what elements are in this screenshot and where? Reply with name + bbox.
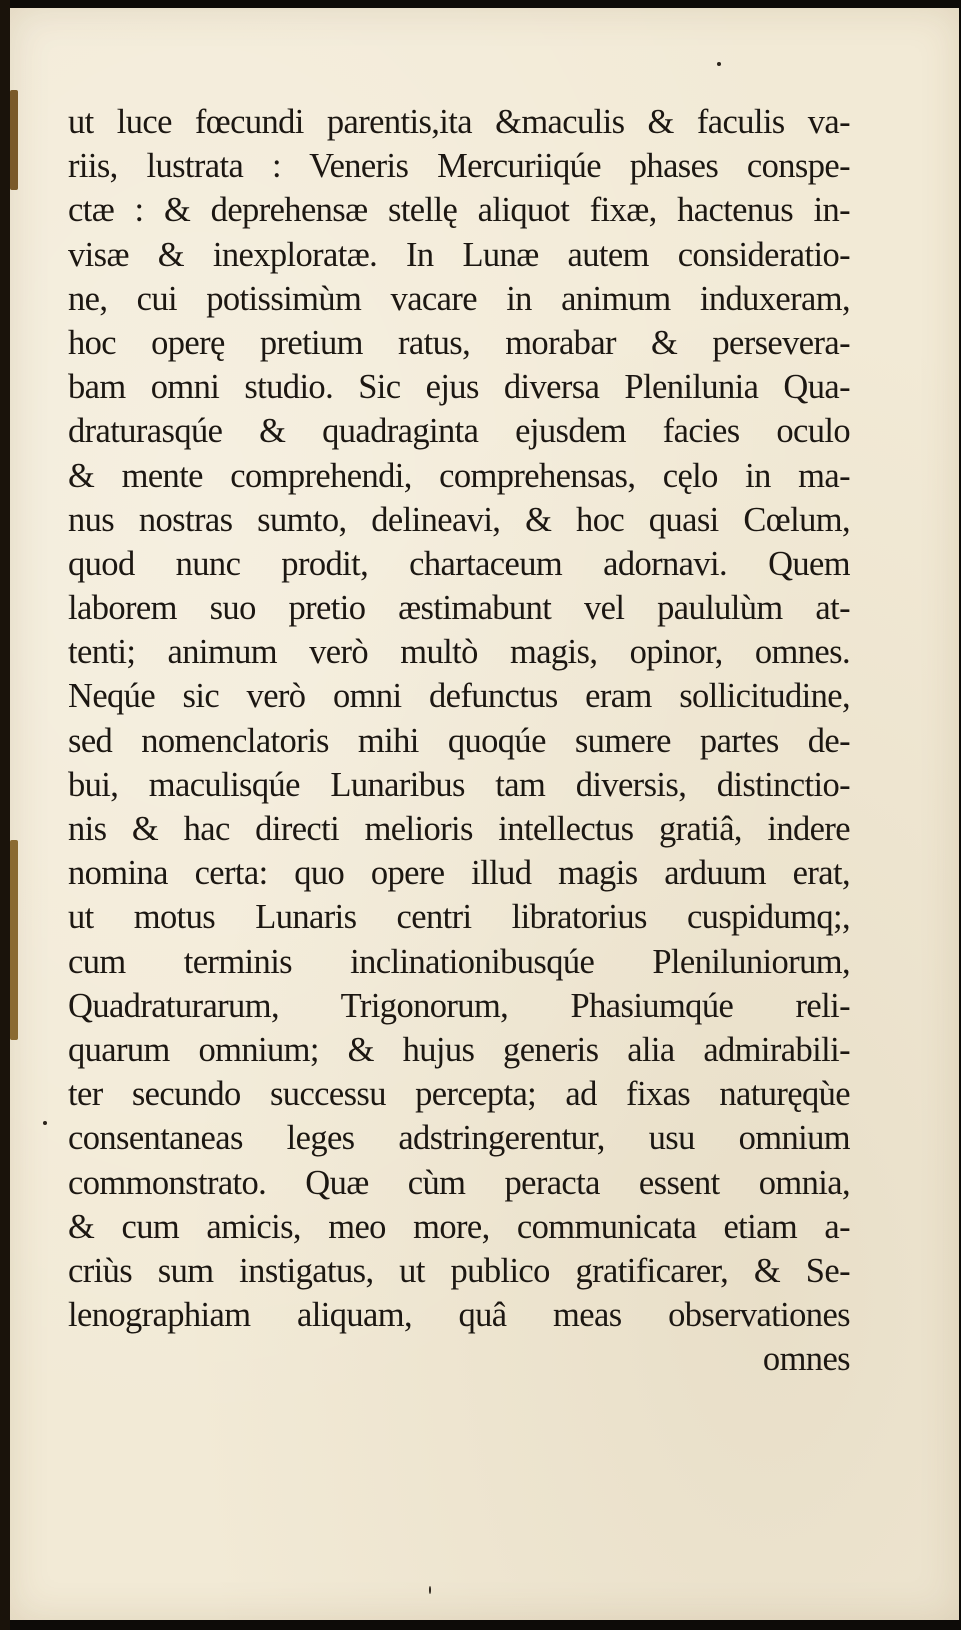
text-line-12: laborem suo pretio æstimabunt vel paululùm at- bbox=[68, 589, 850, 628]
text-line-8: draturasqúe & quadraginta ejusdem facies oculo bbox=[68, 412, 850, 451]
ink-speck bbox=[43, 1121, 47, 1125]
text-line-17: nis & hac directi melioris intellectus gratiâ, indere bbox=[68, 810, 850, 848]
ink-speck bbox=[717, 62, 721, 66]
text-line-6: hoc operę pretium ratus, morabar & persevera- bbox=[68, 323, 850, 362]
text-line-21: Quadraturarum, Trigonorum, Phasiumqúe reli- bbox=[68, 986, 850, 1025]
text-line-13: tenti; animum verò multò magis, opinor, omnes. bbox=[68, 633, 850, 672]
ink-speck bbox=[429, 1586, 431, 1594]
text-line-3: ctæ : & deprehensæ stellę aliquot fixæ, hactenus in- bbox=[68, 191, 850, 230]
text-line-27: criùs sum instigatus, ut publico gratificarer, & Se- bbox=[68, 1251, 850, 1290]
text-line-20: cum terminis inclinationibusqúe Pleniluniorum, bbox=[68, 942, 850, 981]
text-line-4: visæ & inexploratæ. In Lunæ autem consideratio- bbox=[68, 235, 850, 274]
text-line-16: bui, maculisqúe Lunaribus tam diversis, distinctio- bbox=[68, 765, 850, 804]
page-edge bbox=[0, 0, 10, 1630]
text-line-9: & mente comprehendi, comprehensas, cęlo in ma- bbox=[68, 456, 850, 495]
text-line-25: commonstrato. Quæ cùm peracta essent omnia, bbox=[68, 1163, 850, 1202]
text-line-1: ut luce fœcundi parentis,ita &maculis & faculis va- bbox=[68, 103, 850, 141]
text-line-23: ter secundo successu percepta; ad fixas naturęqùe bbox=[68, 1075, 850, 1114]
text-line-15: sed nomenclatoris mihi quoqúe sumere partes de- bbox=[68, 721, 850, 760]
text-line-28: lenographiam aliquam, quâ meas observationes bbox=[68, 1296, 850, 1335]
binding-stain-middle bbox=[10, 840, 18, 1040]
text-line-7: bam omni studio. Sic ejus diversa Plenilunia Qua- bbox=[68, 368, 850, 407]
text-line-10: nus nostras sumto, delineavi, & hoc quasi Cœlum, bbox=[68, 500, 850, 539]
text-line-22: quarum omnium; & hujus generis alia admirabili- bbox=[68, 1030, 850, 1069]
text-line-18: nomina certa: quo opere illud magis arduum erat, bbox=[68, 854, 850, 893]
text-line-19: ut motus Lunaris centri libratorius cuspidumq;, bbox=[68, 898, 850, 937]
text-line-24: consentaneas leges adstringerentur, usu omnium bbox=[68, 1119, 850, 1158]
text-line-11: quod nunc prodit, chartaceum adornavi. Quem bbox=[68, 544, 850, 583]
text-line-14: Neqúe sic verò omni defunctus eram sollicitudine, bbox=[68, 677, 850, 716]
binding-stain-top bbox=[10, 90, 18, 190]
text-line-26: & cum amicis, meo more, communicata etiam a- bbox=[68, 1207, 850, 1246]
catchword: omnes bbox=[762, 1340, 850, 1379]
body-text bbox=[68, 100, 850, 1381]
text-line-5: ne, cui potissimùm vacare in animum induxeram, bbox=[68, 279, 850, 318]
text-line-2: riis, lustrata : Veneris Mercuriiqúe phases conspe- bbox=[68, 147, 850, 186]
